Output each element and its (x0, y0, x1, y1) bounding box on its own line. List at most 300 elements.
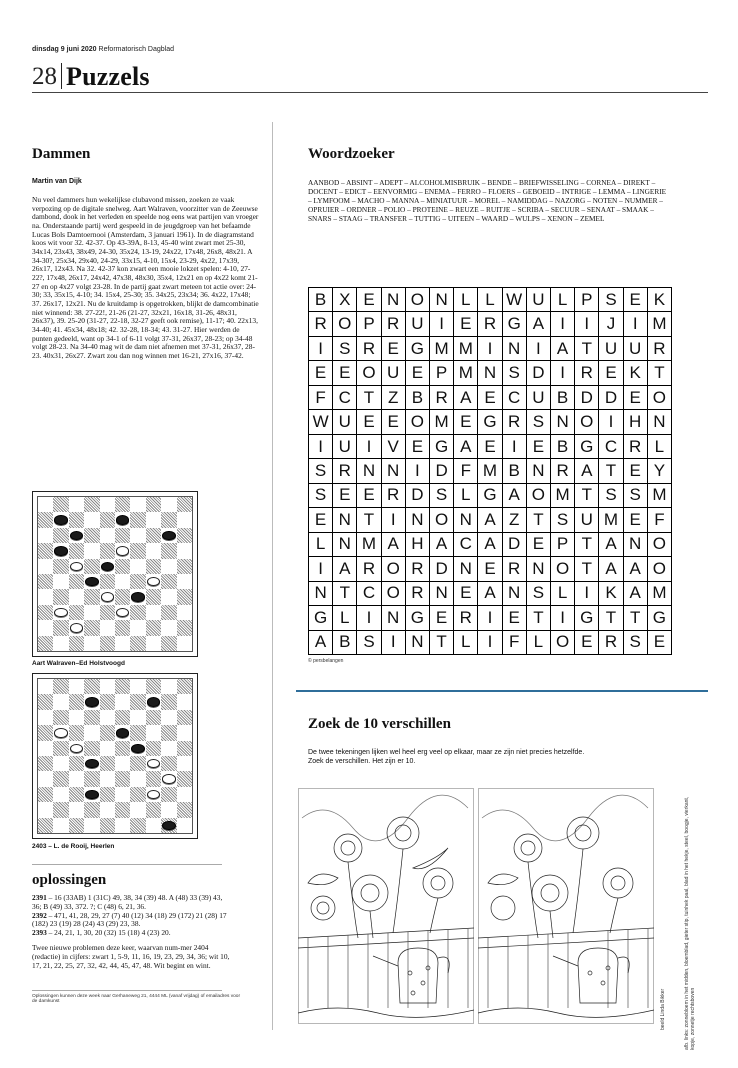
grid-letter: T (648, 361, 672, 385)
grid-letter: R (333, 459, 357, 483)
grid-letter: T (527, 508, 551, 532)
dark-square (130, 543, 145, 558)
dark-square (146, 620, 161, 635)
grid-letter: A (309, 631, 333, 655)
dark-square (38, 636, 53, 651)
dark-square (161, 787, 176, 802)
dark-square (177, 528, 192, 543)
grid-letter: I (357, 435, 381, 459)
grid-letter: I (575, 582, 599, 606)
dark-square (161, 574, 176, 589)
grid-letter: G (503, 312, 527, 336)
dark-square (38, 694, 53, 709)
grid-letter: O (648, 386, 672, 410)
grid-letter: M (454, 337, 478, 361)
dark-square (177, 589, 192, 604)
light-square (100, 620, 115, 635)
page-header (32, 58, 150, 92)
grid-letter: E (503, 606, 527, 630)
grid-letter: T (430, 631, 454, 655)
dark-square (53, 528, 68, 543)
dark-square (161, 636, 176, 651)
draughts-board (37, 496, 193, 652)
grid-letter: G (478, 484, 502, 508)
light-square (38, 771, 53, 786)
light-square (69, 710, 84, 725)
grid-letter: N (333, 508, 357, 532)
white-piece (116, 608, 129, 617)
woordzoeker-wordlist: AANBOD – ABSINT – ADEPT – ALCOHOLMISBRUIK – BENDE – BRIEFWISSELING – CORNEA – DIREKT – DOCENT – EDICT – EENVORMIG – ENEMA – FERRO – FLOERS – GEBOEID – INTRIGE – LEMMA – LINGERIE – LYMFOOM – MACHO – MANNA – MINIATUUR – MOREL – NAMIDDAG – NAZORG – NOTEN – NUMMER – OPRUIER – ORDNER – POLIO – PROTEINE – REUZE – RUITJE – SCRIBA – SECUUR – SENAAT – SMAAK – SNARS – STAAG – TRANSFER – TUTTIG – UITEEN – WAARD – WULPS – XENON – ZEMEL (308, 178, 667, 224)
dark-square (69, 787, 84, 802)
grid-letter: L (648, 435, 672, 459)
light-square (130, 559, 145, 574)
grid-letter: E (648, 631, 672, 655)
grid-letter: E (454, 410, 478, 434)
grid-letter: D (575, 386, 599, 410)
grid-letter: R (648, 337, 672, 361)
grid-letter: O (430, 508, 454, 532)
grid-letter: L (551, 582, 575, 606)
dark-square (53, 620, 68, 635)
dark-square (69, 605, 84, 620)
dark-square (115, 771, 130, 786)
grid-letter: H (406, 533, 430, 557)
grid-letter: S (357, 631, 381, 655)
light-square (84, 543, 99, 558)
dark-square (69, 725, 84, 740)
grid-letter: H (624, 410, 648, 434)
illustration-credit: beeld Linda Bikker (660, 988, 666, 1030)
grid-letter: A (382, 533, 406, 557)
white-piece (70, 562, 83, 571)
grid-letter: R (357, 557, 381, 581)
grid-letter: P (551, 533, 575, 557)
section-rule (32, 864, 222, 865)
dark-square (177, 710, 192, 725)
new-problems-text: Twee nieuwe problemen deze keer, waarvan num-mer 2404 (redactie) in cijfers: zwart 1, 5-9, 11, 16, 19, 23, 29, 34, 36; wit 10, 17, 21, 22, 25, 27, 32, 42, 44, 45, 47, 48. Wit begint en wint. (32, 942, 230, 970)
grid-letter: E (333, 484, 357, 508)
dark-square (38, 756, 53, 771)
dark-square (84, 802, 99, 817)
grid-letter: I (382, 508, 406, 532)
header-divider (61, 63, 62, 89)
light-square (38, 528, 53, 543)
grid-letter: T (357, 508, 381, 532)
header-date: dinsdag 9 juni 2020 Reformatorisch Dagblad (32, 46, 175, 53)
dark-square (53, 679, 68, 694)
grid-letter: N (527, 459, 551, 483)
dark-square (146, 679, 161, 694)
grid-letter: G (406, 606, 430, 630)
grid-letter: U (333, 410, 357, 434)
grid-letter: K (648, 288, 672, 312)
light-square (115, 787, 130, 802)
light-square (146, 605, 161, 620)
grid-letter: E (309, 361, 333, 385)
grid-letter: J (599, 312, 623, 336)
light-square (53, 818, 68, 833)
grid-letter: L (333, 606, 357, 630)
dark-square (38, 543, 53, 558)
light-square (84, 756, 99, 771)
grid-letter: Z (503, 508, 527, 532)
grid-letter: E (478, 557, 502, 581)
dark-square (84, 528, 99, 543)
grid-letter: E (624, 459, 648, 483)
grid-letter: D (599, 386, 623, 410)
dark-square (177, 559, 192, 574)
dark-square (146, 802, 161, 817)
dark-square (161, 543, 176, 558)
grid-letter: N (503, 582, 527, 606)
diagram-1-caption: Aart Walraven–Ed Holstvoogd (32, 660, 125, 667)
light-square (100, 497, 115, 512)
light-square (69, 589, 84, 604)
light-square (115, 543, 130, 558)
light-square (100, 710, 115, 725)
light-square (53, 574, 68, 589)
light-square (161, 497, 176, 512)
section-title: Puzzels (66, 62, 150, 91)
light-square (38, 620, 53, 635)
grid-letter: I (527, 337, 551, 361)
grid-letter: O (575, 410, 599, 434)
dark-square (100, 512, 115, 527)
solution-text: – 16 (33AB) 1 (31C) 49, 38, 34 (39) 48. A (48) 33 (39) 43, 36; B (49) 33, 372. ?; C (48) 6, 21, 36. (32, 893, 223, 911)
dark-square (146, 710, 161, 725)
dark-square (115, 710, 130, 725)
grid-letter: A (551, 337, 575, 361)
grid-letter: C (503, 386, 527, 410)
grid-letter: B (503, 459, 527, 483)
light-square (115, 725, 130, 740)
light-square (130, 710, 145, 725)
black-piece (85, 759, 98, 768)
light-square (84, 725, 99, 740)
light-square (53, 636, 68, 651)
grid-letter: U (624, 337, 648, 361)
dark-square (69, 543, 84, 558)
grid-letter: R (454, 606, 478, 630)
grid-letter: F (309, 386, 333, 410)
grid-letter: E (382, 410, 406, 434)
dark-square (38, 725, 53, 740)
dark-square (38, 605, 53, 620)
grid-letter: C (454, 533, 478, 557)
draughts-diagram-1 (32, 491, 198, 657)
grid-letter: O (551, 631, 575, 655)
dark-square (69, 818, 84, 833)
grid-letter: L (551, 288, 575, 312)
grid-letter: E (309, 508, 333, 532)
grid-letter: B (551, 435, 575, 459)
grid-letter: F (648, 508, 672, 532)
light-square (84, 694, 99, 709)
grid-letter: E (357, 288, 381, 312)
grid-letter: B (406, 386, 430, 410)
grid-letter: I (599, 410, 623, 434)
grid-letter: N (406, 508, 430, 532)
grid-letter: A (575, 459, 599, 483)
light-square (161, 620, 176, 635)
dark-square (115, 497, 130, 512)
light-square (161, 589, 176, 604)
light-square (130, 497, 145, 512)
grid-letter: G (309, 606, 333, 630)
grid-letter: R (382, 484, 406, 508)
light-square (161, 528, 176, 543)
grid-letter: X (333, 288, 357, 312)
solution-number: 2392 (32, 910, 47, 920)
grid-letter: D (527, 361, 551, 385)
black-piece (162, 531, 175, 540)
grid-letter: I (309, 337, 333, 361)
dark-square (130, 694, 145, 709)
section-rule (32, 990, 222, 991)
grid-letter: C (357, 582, 381, 606)
grid-letter: R (551, 459, 575, 483)
grid-letter: N (454, 557, 478, 581)
dark-square (100, 818, 115, 833)
column-divider (272, 122, 273, 1030)
light-square (161, 771, 176, 786)
dark-square (53, 802, 68, 817)
grid-letter: Y (648, 459, 672, 483)
solution-text: – 24, 21, 1, 30, 20 (32) 15 (18) 4 (23) 20. (46, 928, 171, 938)
grid-letter: A (478, 582, 502, 606)
black-piece (85, 577, 98, 586)
dark-square (146, 528, 161, 543)
light-square (146, 574, 161, 589)
grid-letter: T (357, 386, 381, 410)
grid-letter: U (575, 508, 599, 532)
white-piece (70, 744, 83, 753)
grid-letter: I (406, 459, 430, 483)
grid-letter: I (430, 312, 454, 336)
black-piece (101, 562, 114, 571)
grid-letter: M (430, 410, 454, 434)
light-square (53, 694, 68, 709)
light-square (161, 559, 176, 574)
dark-square (69, 694, 84, 709)
dark-square (38, 574, 53, 589)
grid-letter: N (430, 582, 454, 606)
black-piece (54, 515, 67, 524)
grid-letter: N (382, 606, 406, 630)
grid-letter: I (575, 312, 599, 336)
grid-letter: S (624, 631, 648, 655)
woordzoeker-credit: © persbelangen (308, 658, 344, 664)
grid-letter: R (406, 557, 430, 581)
grid-letter: V (382, 435, 406, 459)
dark-square (115, 589, 130, 604)
light-square (130, 771, 145, 786)
dark-square (38, 818, 53, 833)
dark-square (177, 741, 192, 756)
light-square (38, 497, 53, 512)
grid-letter: A (527, 312, 551, 336)
grid-letter: O (527, 484, 551, 508)
grid-letter: U (382, 361, 406, 385)
draughts-board (37, 678, 193, 834)
light-square (38, 679, 53, 694)
light-square (115, 605, 130, 620)
grid-letter: E (527, 435, 551, 459)
grid-letter: T (599, 459, 623, 483)
light-square (161, 741, 176, 756)
grid-letter: N (503, 337, 527, 361)
header-rule (32, 92, 708, 93)
grid-letter: N (430, 288, 454, 312)
verschillen-description: De twee tekeningen lijken wel heel erg veel op elkaar, maar ze zijn niet precies hetzelfde. Zoek de verschillen. Het zijn er 10. (308, 749, 585, 766)
grid-letter: Z (382, 386, 406, 410)
grid-letter: B (551, 386, 575, 410)
grid-letter: S (624, 484, 648, 508)
light-square (100, 589, 115, 604)
dark-square (146, 771, 161, 786)
white-piece (54, 608, 67, 617)
sunflower-drawing-right[interactable] (478, 788, 654, 1024)
grid-letter: D (430, 459, 454, 483)
grid-letter: E (624, 508, 648, 532)
grid-letter: T (333, 582, 357, 606)
light-square (177, 605, 192, 620)
grid-letter: M (357, 533, 381, 557)
grid-letter: S (551, 508, 575, 532)
grid-letter: T (575, 337, 599, 361)
grid-letter: E (382, 337, 406, 361)
light-square (100, 802, 115, 817)
dark-square (130, 636, 145, 651)
grid-letter: N (551, 410, 575, 434)
grid-letter: S (309, 484, 333, 508)
grid-letter: U (527, 386, 551, 410)
grid-letter: E (624, 386, 648, 410)
dark-square (84, 620, 99, 635)
grid-letter: M (430, 337, 454, 361)
dark-square (130, 756, 145, 771)
grid-letter: O (357, 361, 381, 385)
page-number: 28 (32, 63, 57, 90)
dark-square (38, 512, 53, 527)
grid-letter: N (527, 557, 551, 581)
dark-square (84, 589, 99, 604)
grid-letter: E (333, 361, 357, 385)
light-square (69, 559, 84, 574)
sunflower-drawing-left[interactable] (298, 788, 474, 1024)
light-square (130, 620, 145, 635)
dark-square (84, 710, 99, 725)
grid-letter: P (430, 361, 454, 385)
dark-square (69, 512, 84, 527)
dark-square (130, 818, 145, 833)
dark-square (115, 528, 130, 543)
grid-letter: O (648, 533, 672, 557)
light-square (177, 818, 192, 833)
grid-letter: E (575, 631, 599, 655)
dark-square (161, 725, 176, 740)
light-square (115, 512, 130, 527)
grid-letter: O (648, 557, 672, 581)
grid-letter: I (478, 606, 502, 630)
dark-square (100, 605, 115, 620)
dark-square (161, 694, 176, 709)
light-square (177, 543, 192, 558)
light-square (53, 605, 68, 620)
light-square (38, 559, 53, 574)
dark-square (53, 710, 68, 725)
dark-square (69, 574, 84, 589)
dark-square (130, 725, 145, 740)
dark-square (100, 787, 115, 802)
dark-square (84, 497, 99, 512)
dark-square (84, 741, 99, 756)
black-piece (54, 546, 67, 555)
dark-square (130, 574, 145, 589)
light-square (146, 818, 161, 833)
grid-letter: A (478, 508, 502, 532)
grid-letter: W (503, 288, 527, 312)
dark-square (69, 756, 84, 771)
grid-letter: R (406, 582, 430, 606)
grid-letter: A (333, 557, 357, 581)
grid-letter: T (599, 606, 623, 630)
grid-letter: I (551, 361, 575, 385)
dark-square (130, 512, 145, 527)
dark-square (146, 559, 161, 574)
light-square (161, 710, 176, 725)
light-square (100, 771, 115, 786)
grid-letter: O (382, 582, 406, 606)
grid-letter: L (478, 288, 502, 312)
grid-letter: G (575, 606, 599, 630)
grid-letter: L (527, 631, 551, 655)
dark-square (100, 574, 115, 589)
light-square (115, 756, 130, 771)
dark-square (38, 787, 53, 802)
dark-square (84, 559, 99, 574)
light-square (100, 528, 115, 543)
grid-letter: T (527, 606, 551, 630)
grid-letter: A (599, 533, 623, 557)
grid-letter: E (454, 582, 478, 606)
light-square (177, 787, 192, 802)
grid-letter: R (599, 631, 623, 655)
grid-letter: I (309, 435, 333, 459)
grid-letter: T (575, 484, 599, 508)
grid-letter: S (527, 410, 551, 434)
dark-square (53, 741, 68, 756)
grid-letter: I (478, 631, 502, 655)
grid-letter: R (503, 410, 527, 434)
dark-square (53, 559, 68, 574)
grid-letter: N (333, 533, 357, 557)
grid-letter: K (624, 361, 648, 385)
white-piece (101, 592, 114, 601)
dammen-author: Martin van Dijk (32, 178, 82, 185)
grid-letter: N (624, 533, 648, 557)
black-piece (70, 531, 83, 540)
grid-letter: N (478, 361, 502, 385)
dark-square (177, 771, 192, 786)
light-square (84, 605, 99, 620)
light-square (146, 756, 161, 771)
grid-letter: I (624, 312, 648, 336)
white-piece (54, 728, 67, 737)
grid-letter: B (333, 631, 357, 655)
light-square (53, 756, 68, 771)
light-square (84, 787, 99, 802)
